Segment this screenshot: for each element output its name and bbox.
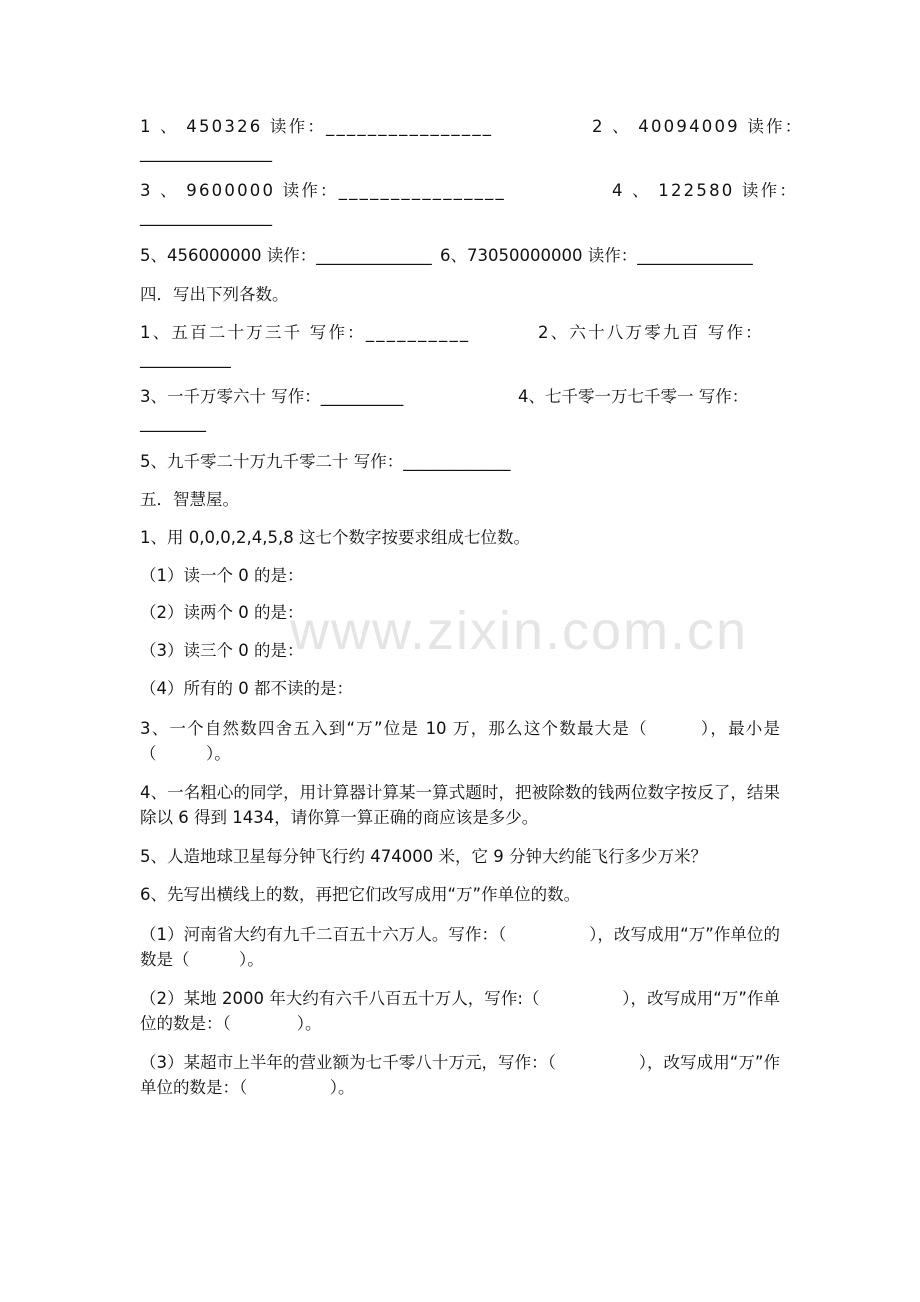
read-item-4 — [612, 180, 798, 202]
section-5-title: 五．智慧屋。 — [140, 490, 239, 509]
write-item-2 — [538, 322, 764, 344]
read-item-1 — [140, 116, 493, 138]
answer-blank[interactable]: __________ — [320, 387, 404, 406]
answer-blank[interactable]: ________________ — [338, 181, 506, 200]
question-1: 1、用 0,0,0,2,4,5,8 这七个数字按要求组成七位数。 — [140, 528, 530, 547]
read-item-5 — [140, 245, 432, 267]
read-item-6 — [440, 245, 753, 267]
question-3: 3、一个自然数四舍五入到“万”位是 10 万，那么这个数最大是（ ），最小是（ ）。 — [140, 719, 780, 763]
question-1-part-2: （2）读两个 0 的是： — [140, 603, 304, 622]
question-6-part-1: （1）河南省大约有九千二百五十六万人。写作：（ ），改写成用“万”作单位的数是（ ）。 — [140, 925, 780, 969]
read-item-3 — [140, 180, 506, 202]
read-item-2-blank[interactable]: ________________ — [140, 143, 272, 162]
question-1-part-1: （1）读一个 0 的是： — [140, 566, 304, 585]
read-item-label: 1 、 450326 读作： — [140, 117, 327, 136]
write-item-label: 2、六十八万零九百 写作： — [538, 323, 764, 342]
answer-blank[interactable]: ________________ — [326, 117, 494, 136]
write-item-4-blank[interactable]: ________ — [140, 413, 206, 432]
answer-blank[interactable]: ______________ — [316, 246, 432, 265]
section-4-title: 四．写出下列各数。 — [140, 285, 289, 304]
question-1-part-3: （3）读三个 0 的是： — [140, 641, 304, 660]
question-4: 4、一名粗心的同学，用计算器计算某一算式题时，把被除数的钱两位数字按反了，结果除以 6 得到 1434，请你算一算正确的商应该是多少。 — [140, 783, 780, 827]
read-item-label: 2 、 40094009 读作： — [592, 117, 804, 136]
read-item-label: 4 、 122580 读作： — [612, 181, 799, 200]
question-1-part-4: （4）所有的 0 都不读的是： — [140, 679, 353, 698]
answer-blank[interactable]: _____________ — [403, 452, 511, 471]
write-item-4 — [518, 386, 748, 408]
write-item-5 — [140, 451, 511, 473]
write-item-label: 3、一千万零六十 写作： — [140, 387, 321, 406]
read-item-2 — [592, 116, 803, 138]
write-item-label: 5、九千零二十万九千零二十 写作： — [140, 452, 404, 471]
answer-blank[interactable]: __________ — [365, 323, 471, 342]
write-item-2-blank[interactable]: ___________ — [140, 349, 231, 368]
question-6-part-2: （2）某地 2000 年大约有六千八百五十万人，写作:（ ），改写成用“万”作单位的数是：（ ）。 — [140, 989, 780, 1033]
write-item-3 — [140, 386, 403, 408]
read-item-label: 3 、 9600000 读作： — [140, 181, 339, 200]
write-item-1 — [140, 322, 470, 344]
write-item-label: 4、七千零一万七千零一 写作： — [518, 387, 749, 406]
watermark: www.zixin.com.cn — [290, 601, 749, 661]
read-item-label: 5、456000000 读作： — [140, 246, 317, 265]
question-6: 6、先写出横线上的数，再把它们改写成用“万”作单位的数。 — [140, 885, 581, 904]
question-6-part-3: （3）某超市上半年的营业额为七千零八十万元，写作：（ ），改写成用“万”作单位的数是：（ ）。 — [140, 1053, 780, 1097]
read-item-4-blank[interactable]: ________________ — [140, 207, 272, 226]
question-5: 5、人造地球卫星每分钟飞行约 474000 米，它 9 分钟大约能飞行多少万米？ — [140, 847, 707, 866]
write-item-label: 1、五百二十万三千 写作： — [140, 323, 366, 342]
read-item-label: 6、73050000000 读作： — [440, 246, 638, 265]
answer-blank[interactable]: ______________ — [637, 246, 753, 265]
